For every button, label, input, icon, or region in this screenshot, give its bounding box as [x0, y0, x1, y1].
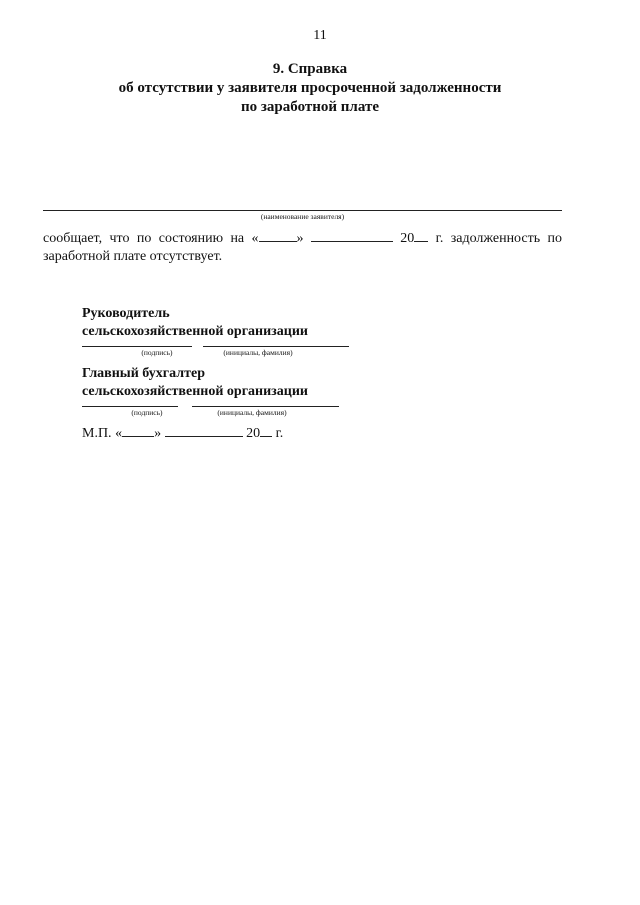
head-title-line-2: сельскохозяйственной организации: [82, 324, 309, 339]
body-word: что: [109, 231, 130, 246]
body-line-1: [43, 229, 562, 248]
quote-open: «: [251, 231, 259, 246]
date-month-blank[interactable]: [311, 229, 393, 242]
year-prefix: 20: [246, 426, 261, 441]
stamp-day-blank[interactable]: [122, 424, 154, 437]
year-prefix: 20: [400, 231, 415, 246]
stamp-year-blank[interactable]: [260, 424, 272, 437]
body-word: состоянию: [158, 231, 224, 246]
head-signature-caption: (подпись): [141, 348, 173, 357]
head-name-line[interactable]: [203, 346, 349, 347]
body-word: задолженность: [450, 231, 541, 246]
applicant-name-caption: (наименование заявителя): [260, 212, 345, 221]
accountant-title: [82, 365, 308, 401]
date-year-group: [400, 229, 428, 248]
body-line-2: заработной плате отсутствует.: [43, 249, 223, 264]
body-word: сообщает,: [43, 231, 103, 246]
stamp-label: М.П.: [82, 426, 112, 441]
head-name-caption: (инициалы, фамилия): [223, 348, 293, 357]
title-line-2: об отсутствии у заявителя просроченной задолженности: [118, 80, 502, 96]
date-year-blank[interactable]: [414, 229, 428, 242]
body-word: на: [230, 231, 245, 246]
date-day-blank[interactable]: [259, 229, 297, 242]
title-line-3: по заработной плате: [241, 99, 379, 115]
accountant-name-line[interactable]: [192, 406, 339, 407]
document-title: [60, 60, 560, 117]
body-paragraph: [43, 229, 562, 266]
accountant-name-caption: (инициалы, фамилия): [217, 408, 287, 417]
quote-close: »: [296, 231, 304, 246]
head-title: [82, 305, 308, 341]
head-title-line-1: Руководитель: [82, 306, 170, 321]
quote-open: «: [115, 426, 123, 441]
head-signature-line[interactable]: [82, 346, 192, 347]
accountant-signature-line[interactable]: [82, 406, 178, 407]
applicant-name-line[interactable]: [43, 210, 562, 211]
accountant-signature-caption: (подпись): [131, 408, 163, 417]
accountant-title-line-2: сельскохозяйственной организации: [82, 384, 309, 399]
year-suffix: г.: [275, 426, 284, 441]
page-number: 11: [313, 28, 327, 43]
body-word: по: [136, 231, 152, 246]
date-day-group: [252, 229, 304, 248]
accountant-title-line-1: Главный бухгалтер: [82, 366, 205, 381]
title-line-1: 9. Справка: [272, 61, 348, 77]
stamp-date-line: [82, 424, 283, 442]
stamp-month-blank[interactable]: [165, 424, 243, 437]
body-word: г.: [435, 231, 444, 246]
body-word: по: [547, 231, 562, 246]
quote-close: »: [154, 426, 162, 441]
